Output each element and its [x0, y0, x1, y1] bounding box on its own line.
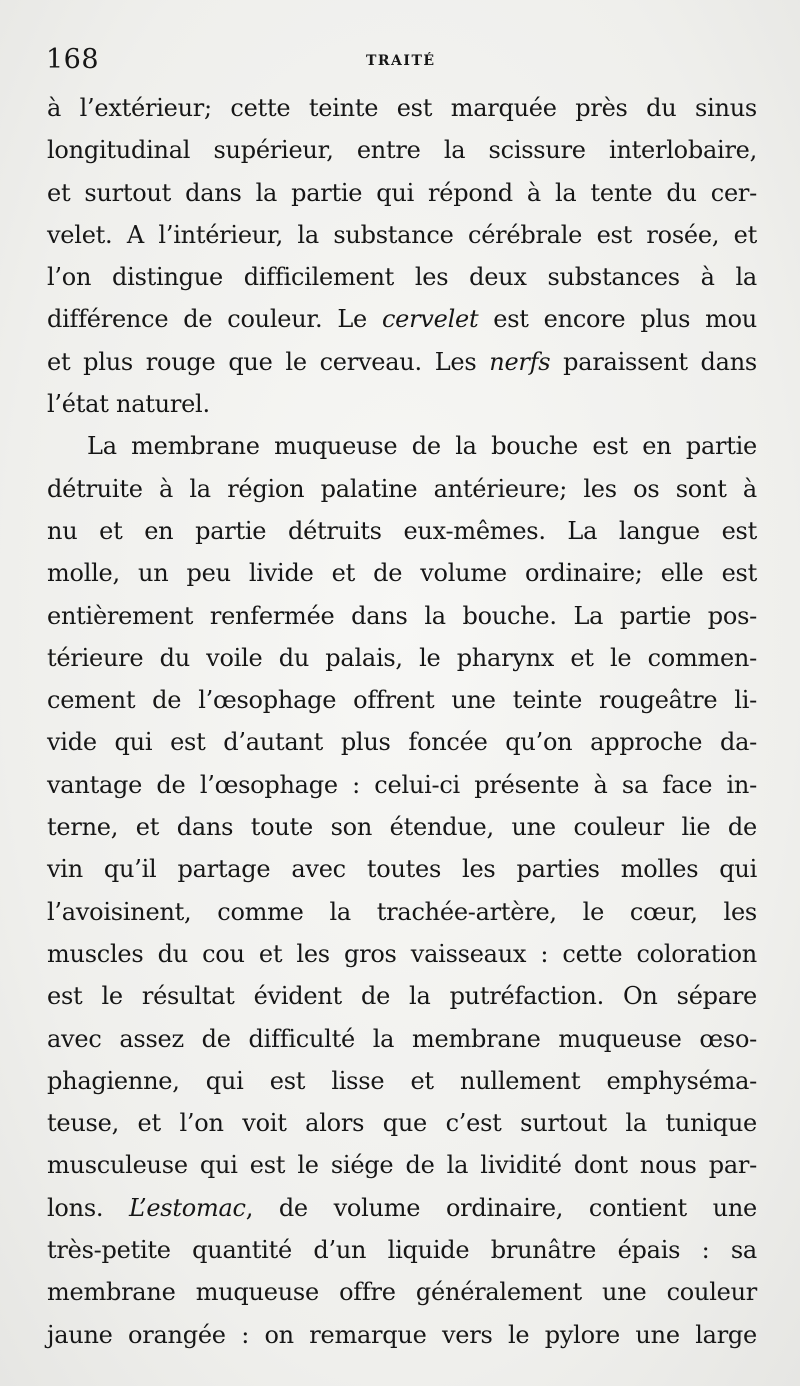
- text-line: vide qui est d’autant plus foncée qu’on approche da-: [47, 728, 757, 757]
- text-line: [47, 341, 757, 383]
- body-text: [47, 87, 757, 1356]
- text-line: [47, 298, 757, 340]
- text-line: jaune orangée : on remarque vers le pylore une large: [47, 1320, 757, 1349]
- text-line: l’état naturel.: [47, 390, 210, 419]
- text-line: avec assez de difficulté la membrane muqueuse œso-: [47, 1024, 757, 1053]
- text-line: l’on distingue difficilement les deux substances à la: [47, 263, 757, 292]
- italic-term: cervelet: [381, 305, 479, 334]
- text-line: musculeuse qui est le siége de la lividité dont nous par-: [47, 1151, 757, 1180]
- text-line: à l’extérieur; cette teinte est marquée près du sinus: [47, 94, 757, 122]
- text-line: teuse, et l’on voit alors que c’est surtout la tunique: [47, 1109, 757, 1138]
- text-line: très-petite quantité d’un liquide brunâtre épais : sa: [47, 1236, 757, 1265]
- text-segment: est encore plus mou: [478, 305, 757, 334]
- page-number: 168: [46, 44, 100, 75]
- text-line: velet. A l’intérieur, la substance cérébrale est rosée, et: [47, 220, 757, 249]
- text-line: et surtout dans la partie qui répond à la tente du cer-: [47, 178, 757, 207]
- text-line: nu et en partie détruits eux-mêmes. La langue est: [47, 516, 757, 545]
- text-segment: , de volume ordinaire, contient une: [245, 1193, 757, 1222]
- italic-term: L’estomac: [129, 1193, 246, 1222]
- text-line: [47, 1187, 757, 1229]
- text-line: est le résultat évident de la putréfaction. On sépare: [47, 982, 757, 1011]
- text-line: terne, et dans toute son étendue, une couleur lie de: [47, 813, 757, 842]
- text-line: détruite à la région palatine antérieure; les os sont à: [47, 474, 757, 503]
- text-line: entièrement renfermée dans la bouche. La partie pos-: [47, 601, 757, 630]
- page-header: [46, 44, 756, 74]
- text-segment: et plus rouge que le cerveau. Les: [47, 347, 490, 376]
- text-line: phagienne, qui est lisse et nullement emphyséma-: [47, 1066, 757, 1095]
- text-line: vantage de l’œsophage : celui-ci présente à sa face in-: [47, 770, 757, 799]
- text-line: La membrane muqueuse de la bouche est en partie: [87, 432, 757, 461]
- text-line: térieure du voile du palais, le pharynx et le commen-: [47, 643, 757, 672]
- text-segment: paraissent dans: [550, 347, 757, 376]
- text-segment: différence de couleur. Le: [47, 305, 382, 334]
- text-line: l’avoisinent, comme la trachée-artère, le cœur, les: [47, 897, 757, 926]
- text-line: muscles du cou et les gros vaisseaux : cette coloration: [47, 939, 757, 968]
- text-line: molle, un peu livide et de volume ordinaire; elle est: [47, 559, 757, 588]
- text-line: membrane muqueuse offre généralement une couleur: [47, 1278, 757, 1307]
- italic-term: nerfs: [489, 347, 551, 376]
- running-head: TRAITÉ: [366, 53, 436, 69]
- text-line: cement de l’œsophage offrent une teinte rougeâtre li-: [47, 686, 757, 715]
- text-segment: lons.: [47, 1193, 130, 1222]
- text-line: longitudinal supérieur, entre la scissure interlobaire,: [47, 136, 757, 165]
- text-line: vin qu’il partage avec toutes les parties molles qui: [47, 855, 757, 884]
